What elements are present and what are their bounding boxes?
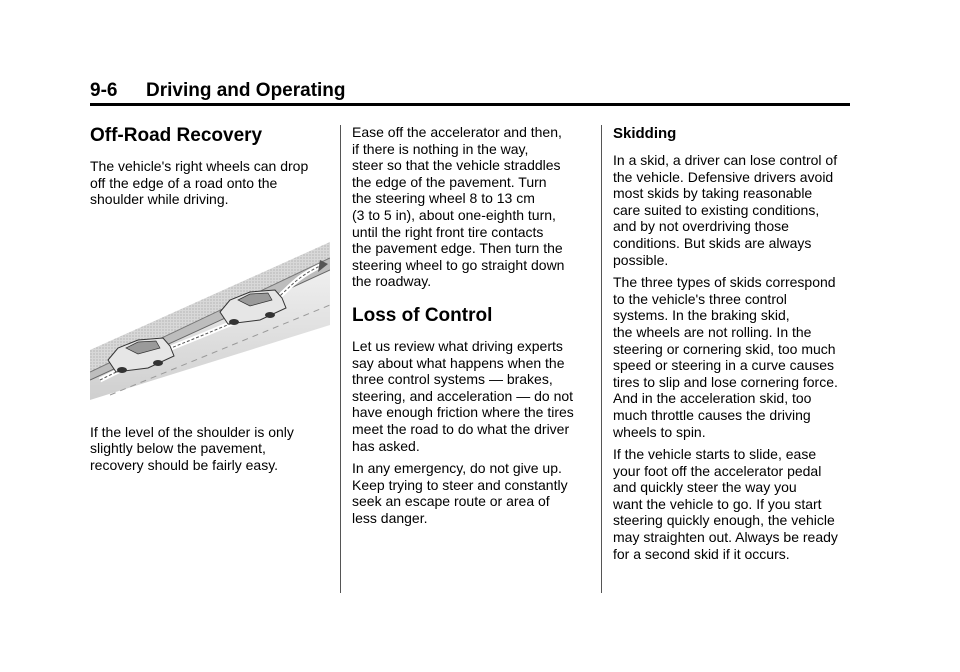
column-1 (90, 124, 330, 480)
heading-off-road-recovery: Off-Road Recovery (90, 125, 263, 146)
heading-skidding: Skidding (613, 125, 677, 142)
column-divider (340, 125, 341, 593)
paragraph: If the vehicle starts to slide, ease your foot off the accelerator pedal and quickly steer the way you want the vehicle to go. If you start steering quickly enough, the vehicle may straighten out. Always be ready for a second skid if it occurs. (613, 446, 838, 562)
paragraph: The vehicle's right wheels can drop off the edge of a road onto the shoulder while driving. (90, 158, 309, 208)
paragraph: Ease off the accelerator and then, if there is nothing in the way, steer so that the vehicle straddles the edge of the pavement. Turn the steering wheel 8 to 13 cm (3 to 5 in), about one-eighth turn, until the right front tire contacts the pavement edge. Then turn the steering wheel to go straight down the roadway. (352, 124, 565, 290)
paragraph: The three types of skids correspond to the vehicle's three control systems. In the braking skid, the wheels are not rolling. In the steering or cornering skid, too much speed or steering in a curve causes tires to slip and lose cornering force. And in the acceleration skid, too much throttle causes the driving wheels to spin. (613, 274, 838, 440)
page-header (90, 80, 850, 102)
paragraph: If the level of the shoulder is only slightly below the pavement, recovery should be fairly easy. (90, 423, 294, 473)
section-title: Driving and Operating (146, 80, 346, 101)
column-3 (613, 124, 858, 568)
page-number: 9-6 (90, 80, 118, 101)
paragraph: In any emergency, do not give up. Keep trying to steer and constantly seek an escape route or area of less danger. (352, 460, 568, 526)
heading-loss-of-control: Loss of Control (352, 304, 493, 326)
column-divider (601, 125, 602, 593)
column-2 (352, 124, 592, 532)
car-road-recovery-illustration (90, 230, 330, 400)
paragraph: Let us review what driving experts say about what happens when the three control systems — brakes, steering, and acceleration — do not have enough friction where the tires meet the road to do what the driver has asked. (352, 337, 574, 454)
paragraph: In a skid, a driver can lose control of the vehicle. Defensive drivers avoid most skids by taking reasonable care suited to existing conditions, and by not overdriving those conditions. But skids are always possible. (613, 152, 838, 268)
header-rule (90, 103, 850, 106)
